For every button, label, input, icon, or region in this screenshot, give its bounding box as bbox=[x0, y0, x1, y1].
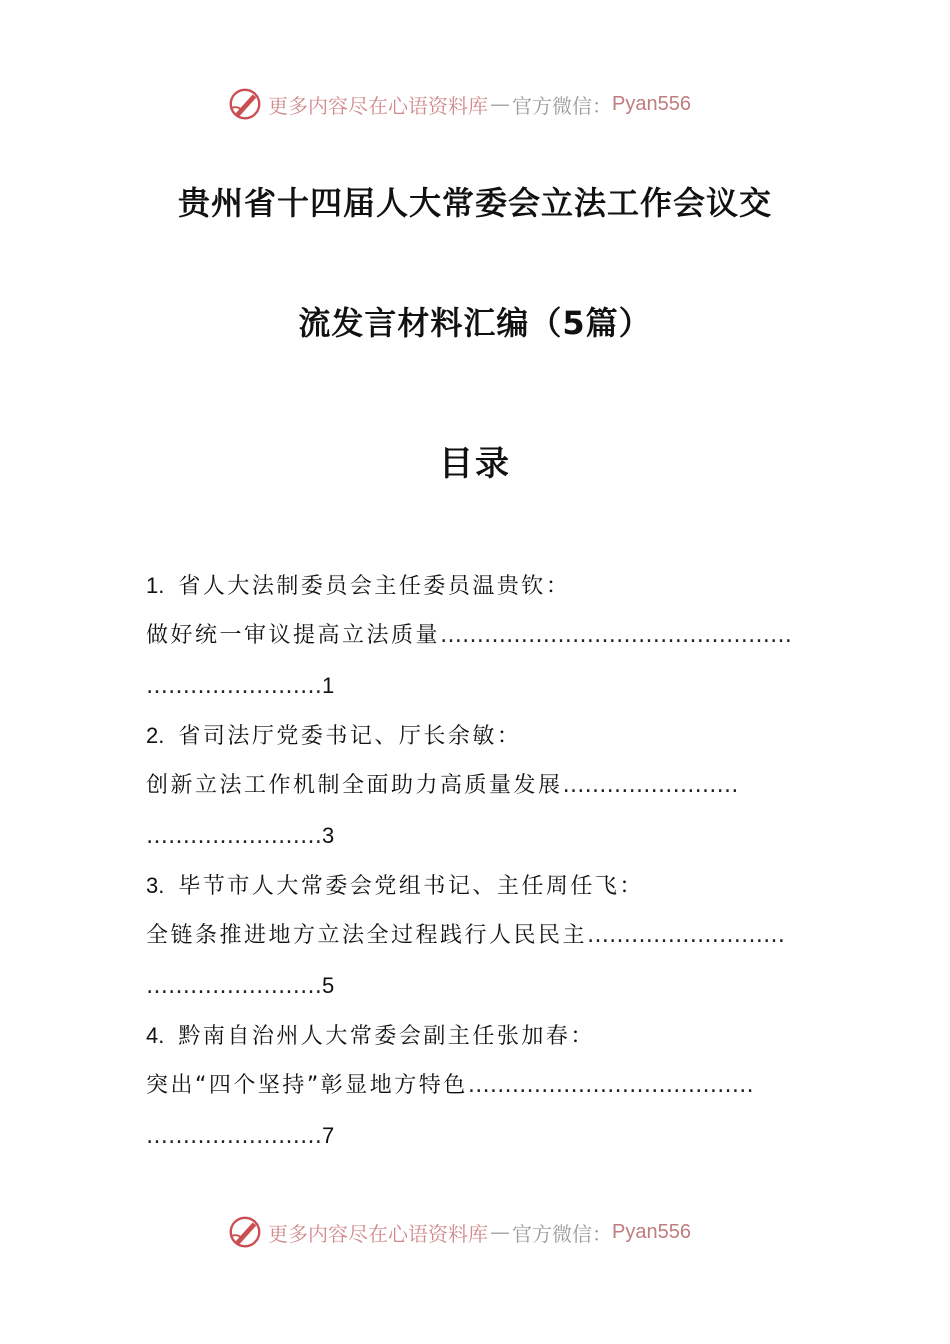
toc-entry-topic-row bbox=[146, 918, 806, 968]
toc-entry-speaker: 省人大法制委员会主任委员温贵钦： bbox=[178, 574, 571, 599]
toc-entry-speaker-row bbox=[146, 868, 806, 918]
table-of-contents bbox=[146, 568, 806, 1168]
pen-logo-icon bbox=[226, 1213, 264, 1251]
toc-entry[interactable] bbox=[146, 868, 806, 1018]
toc-entry-topic: 做好统一审议提高立法质量 bbox=[146, 623, 441, 648]
toc-entry-number: 3. bbox=[146, 873, 165, 898]
watermark-footer bbox=[226, 1212, 691, 1252]
toc-leader-dots: ……………………… bbox=[587, 923, 786, 948]
toc-leader-dots: ………………………………… bbox=[467, 1073, 754, 1098]
toc-entry[interactable] bbox=[146, 718, 806, 868]
toc-heading: 目录 bbox=[439, 444, 511, 484]
watermark-text: 更多内容尽在心语资料库 bbox=[268, 93, 488, 118]
watermark-text: 更多内容尽在心语资料库 bbox=[268, 1221, 488, 1246]
toc-entry-speaker: 毕节市人大常委会党组书记、主任周任飞： bbox=[178, 874, 644, 899]
toc-entry-page: 5 bbox=[322, 973, 335, 998]
toc-entry-topic-row bbox=[146, 768, 806, 818]
toc-leader-dots: …………………… bbox=[146, 974, 322, 999]
watermark-account: Pyan556 bbox=[612, 92, 691, 115]
toc-leader-dots: …………………… bbox=[146, 674, 322, 699]
toc-entry-topic: 全链条推进地方立法全过程践行人民民主 bbox=[146, 923, 588, 948]
toc-entry-number: 4. bbox=[146, 1023, 165, 1048]
document-title-line-1: 贵州省十四届人大常委会立法工作会议交 bbox=[177, 184, 772, 222]
toc-entry-page-row bbox=[146, 668, 806, 718]
watermark-account: Pyan556 bbox=[612, 1220, 691, 1243]
toc-entry-topic: 创新立法工作机制全面助力高质量发展 bbox=[146, 773, 563, 798]
toc-leader-dots: …………………… bbox=[146, 1124, 322, 1149]
pen-logo-icon bbox=[226, 85, 264, 123]
toc-entry-number: 2. bbox=[146, 723, 165, 748]
toc-entry-number: 1. bbox=[146, 573, 165, 598]
watermark-separator: — bbox=[490, 92, 510, 116]
watermark-separator: — bbox=[490, 1220, 510, 1244]
toc-entry-speaker-row bbox=[146, 568, 806, 618]
toc-entry-speaker: 黔南自治州人大常委会副主任张加春： bbox=[178, 1024, 595, 1049]
toc-entry-page: 7 bbox=[322, 1123, 335, 1148]
document-title-line-2: 流发言材料汇编（5篇） bbox=[298, 304, 652, 342]
toc-entry-page: 1 bbox=[322, 673, 335, 698]
toc-entry-topic-row bbox=[146, 1068, 806, 1118]
toc-leader-dots: …………………… bbox=[146, 824, 322, 849]
toc-entry-page-row bbox=[146, 1118, 806, 1168]
toc-entry[interactable] bbox=[146, 568, 806, 718]
watermark-header bbox=[226, 84, 691, 124]
toc-entry-topic: 突出“四个坚持”彰显地方特色 bbox=[146, 1073, 468, 1098]
toc-entry-page-row bbox=[146, 818, 806, 868]
toc-entry-page-row bbox=[146, 968, 806, 1018]
watermark-label: 官方微信： bbox=[512, 1221, 612, 1246]
watermark-label: 官方微信： bbox=[512, 93, 612, 118]
toc-entry-speaker-row bbox=[146, 1018, 806, 1068]
toc-entry-page: 3 bbox=[322, 823, 335, 848]
toc-entry-speaker-row bbox=[146, 718, 806, 768]
toc-leader-dots: ………………………………………… bbox=[440, 623, 793, 648]
toc-leader-dots: …………………… bbox=[562, 773, 739, 798]
toc-entry-speaker: 省司法厅党委书记、厅长余敏： bbox=[178, 724, 522, 749]
toc-entry-topic-row bbox=[146, 618, 806, 668]
toc-entry[interactable] bbox=[146, 1018, 806, 1168]
